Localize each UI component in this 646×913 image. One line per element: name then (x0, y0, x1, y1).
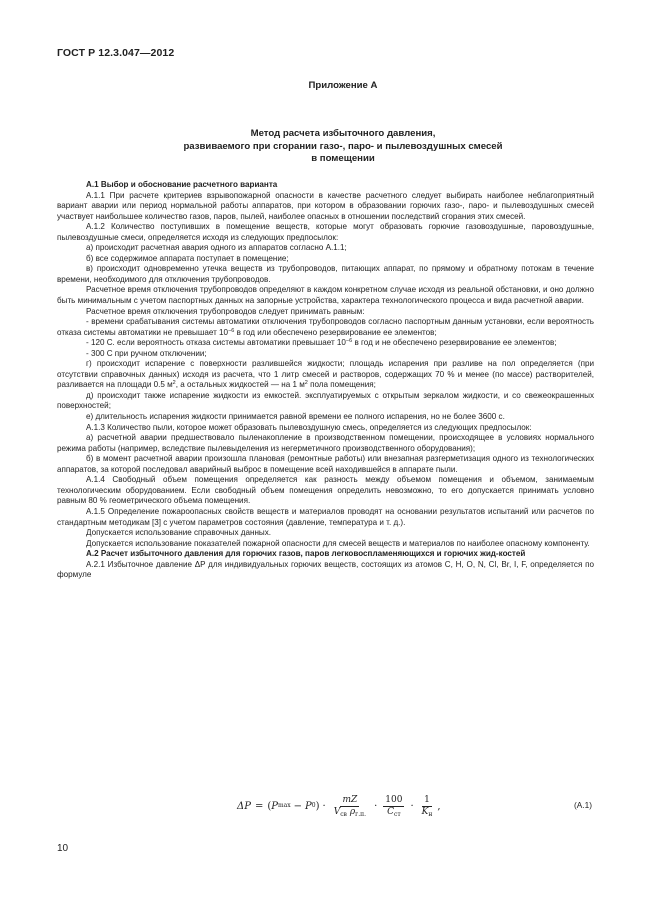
fraction-3-denominator (420, 807, 435, 818)
list-item-a13b: б) в момент расчетной аварии произошла плановая (ремонтные работы) или внезапная разгерметизация одного из технологических аппаратов, за которой последовал аварийный выброс в помещение всей находившейся в аппарате пыли. (57, 454, 594, 474)
list-item-a12b: б) все содержимое аппарата поступает в помещение; (86, 253, 289, 263)
text-segment: - времени срабатывания системы автоматики отключения трубопроводов согласно паспортным данным установки, если вероятность отказа системы автоматики не превышает 10 (57, 317, 594, 337)
symbol-v: V (333, 806, 341, 817)
text-segment: - 120 С. если вероятность отказа системы автоматики превышает 10 (86, 338, 346, 348)
formula-fraction-2 (383, 795, 404, 818)
fraction-3-numerator: 1 (424, 794, 430, 805)
formula-expression: ΔP = ( P max − P 0 ) · $\frac{mZ}{V_{св} \rho_{г.п.}}$ · $\frac{100}{C_{ст}}$ · $\frac{1}{K_н}$ , (237, 794, 441, 818)
exponent: −6 (345, 338, 353, 345)
title-line-2: развиваемого при сгорании газо-, паро- и пылевоздушных смесей (183, 140, 503, 152)
symbol-v-sub: св (340, 810, 347, 818)
exponent: 2 (304, 380, 308, 387)
formula-equals: = (254, 800, 264, 812)
section-title (0, 128, 646, 166)
list-item-300s: - 300 С при ручном отключении; (86, 348, 207, 358)
symbol-k-sub: н (428, 810, 433, 818)
list-item-e: е) длительность испарения жидкости принимается равной времени ее полного испарения, но не более 3600 с. (86, 412, 505, 422)
list-item-g (57, 359, 594, 391)
formula-number: (А.1) (574, 800, 592, 810)
list-item-automatic (57, 317, 594, 338)
formula-fraction-3 (420, 795, 435, 818)
formula-close-paren: ) (315, 800, 320, 812)
fraction-2-denominator (385, 807, 403, 818)
formula-lhs: ΔP (237, 800, 251, 812)
formula-dot: · (410, 800, 414, 812)
text-segment: , а остальных жидкостей — на 1 м (175, 380, 305, 390)
heading-a1: А.1 Выбор и обоснование расчетного варианта (86, 180, 278, 189)
paragraph-a11: А.1.1 При расчете критериев взрывопожарной опасности в качестве расчетного следует выбирать наиболее неблагоприятный вариант аварии или период нормальной работы аппаратов, при котором в образовании горючих газо-, паро- и пылевоздушных смесей участвует наибольшее количество газов, паров, пылей, наиболее опасных в отношении последствий сгорания этих смесей. (57, 190, 594, 221)
exponent: 2 (172, 380, 176, 387)
list-item-a12v: в) происходит одновременно утечка веществ из трубопроводов, питающих аппарат, по прямому и обратному потокам в течение времени, необходимого для отключения трубопроводов. (57, 264, 594, 284)
fraction-2-numerator: 100 (385, 794, 403, 805)
exponent: −6 (228, 327, 235, 334)
formula-dot: · (374, 800, 378, 812)
symbol-rho: ρ (349, 806, 356, 817)
symbol-c: C (387, 806, 394, 817)
text-segment: в год или обеспечено резервирование ее элементов; (234, 327, 437, 337)
formula-minus: − (293, 800, 303, 812)
formula-open-paren: ( (267, 800, 272, 812)
heading-a2: А.2 Расчет избыточного давления для горючих газов, паров легковоспламеняющихся и горючих жид-костей (86, 549, 526, 559)
list-item-d: д) происходит также испарение жидкости из емкостей. эксплуатируемых с открытым зеркалом жидкости, и со свежеокрашенных поверхностей; (57, 390, 594, 411)
paragraph-a15: А.1.5 Определение пожароопасных свойств веществ и материалов проводят на основании результатов испытаний или расчетов по стандартным методикам [3] с учетом параметров состояния (давление, температура и т. д.). (57, 506, 594, 527)
symbol-rho-sub: г.п. (355, 810, 367, 818)
page-number: 10 (57, 843, 69, 854)
title-line-3: в помещении (311, 153, 375, 164)
appendix-label: Приложение А (308, 80, 378, 91)
paragraph-a13: А.1.3 Количество пыли, которое может образовать пылевоздушную смесь, определяется из следующих предпосылок: (86, 422, 532, 432)
fraction-1-denominator (332, 807, 368, 818)
formula-p0: P (305, 800, 312, 812)
text-segment: г) происходит испарение с поверхности разлившейся жидкости; площадь испарения при разливе на пол определяется (при отсутствии справочных данных) исходя из расчета, что 1 литр смесей и растворов, содержащих 70 % и менее (по массе) растворителей, разливается на площади 0.5 м (57, 359, 594, 390)
document-body (57, 180, 594, 581)
formula-fraction-1 (332, 795, 368, 818)
paragraph-a14: А.1.4 Свободный объем помещения определяется как разность между объемом помещения и объемом, занимаемым технологическим оборудованием. Если свободный объем помещения определить невозможно, то его допускается принимать условно равным 80 % геометрического объема помещения. (57, 475, 594, 506)
list-item-a13a: а) расчетной аварии предшествовало пыленакопление в производственном помещении, происходящее в условиях нормального режима работы (например, вследствие пылевыделения из негерметичного производственного оборудования); (57, 433, 594, 453)
paragraph-a21: А.2.1 Избыточное давление ΔP для индивидуальных горючих веществ, состоящих из атомов C, H, O, N, Cl, Br, I, F, определяется по формуле (57, 559, 594, 580)
symbol-k: K (421, 806, 429, 817)
fraction-1-numerator: mZ (342, 794, 358, 805)
list-item-a12a: а) происходит расчетная авария одного из аппаратов согласно А.1.1; (86, 243, 347, 253)
symbol-c-sub: ст (393, 810, 401, 818)
standard-header: ГОСТ Р 12.3.047—2012 (57, 47, 175, 59)
paragraph-shutoff-rule: Расчетное время отключения трубопроводов следует принимать равным: (86, 306, 365, 316)
paragraph-a12: А.1.2 Количество поступивших в помещение веществ, которые могут образовать горючие газовоздушные, паровоздушные, пылевоздушные смеси, определяется исходя из следующих предпосылок: (57, 222, 594, 242)
list-item-120s (57, 338, 594, 349)
text-segment: пола помещения; (307, 380, 376, 390)
formula-a1 (57, 788, 594, 824)
paragraph-shutoff-time: Расчетное время отключения трубопроводов определяют в каждом конкретном случае исходя из реальной обстановки, и оно должно быть минимальным с учетом паспортных данных на запорные устройства, характера технологического процесса и вида расчетной аварии. (57, 285, 594, 306)
title-line-1: Метод расчета избыточного давления, (250, 128, 436, 139)
paragraph-reference-data: Допускается использование справочных данных. (86, 528, 272, 538)
formula-comma: , (437, 800, 441, 812)
formula-dot: · (322, 800, 326, 812)
paragraph-reference-mixtures: Допускается использование показателей пожарной опасности для смесей веществ и материалов по наиболее опасному компоненту. (86, 538, 590, 548)
text-segment: в год и не обеспечено резервирование ее элементов; (352, 338, 557, 348)
formula-pmax: P (271, 800, 278, 812)
